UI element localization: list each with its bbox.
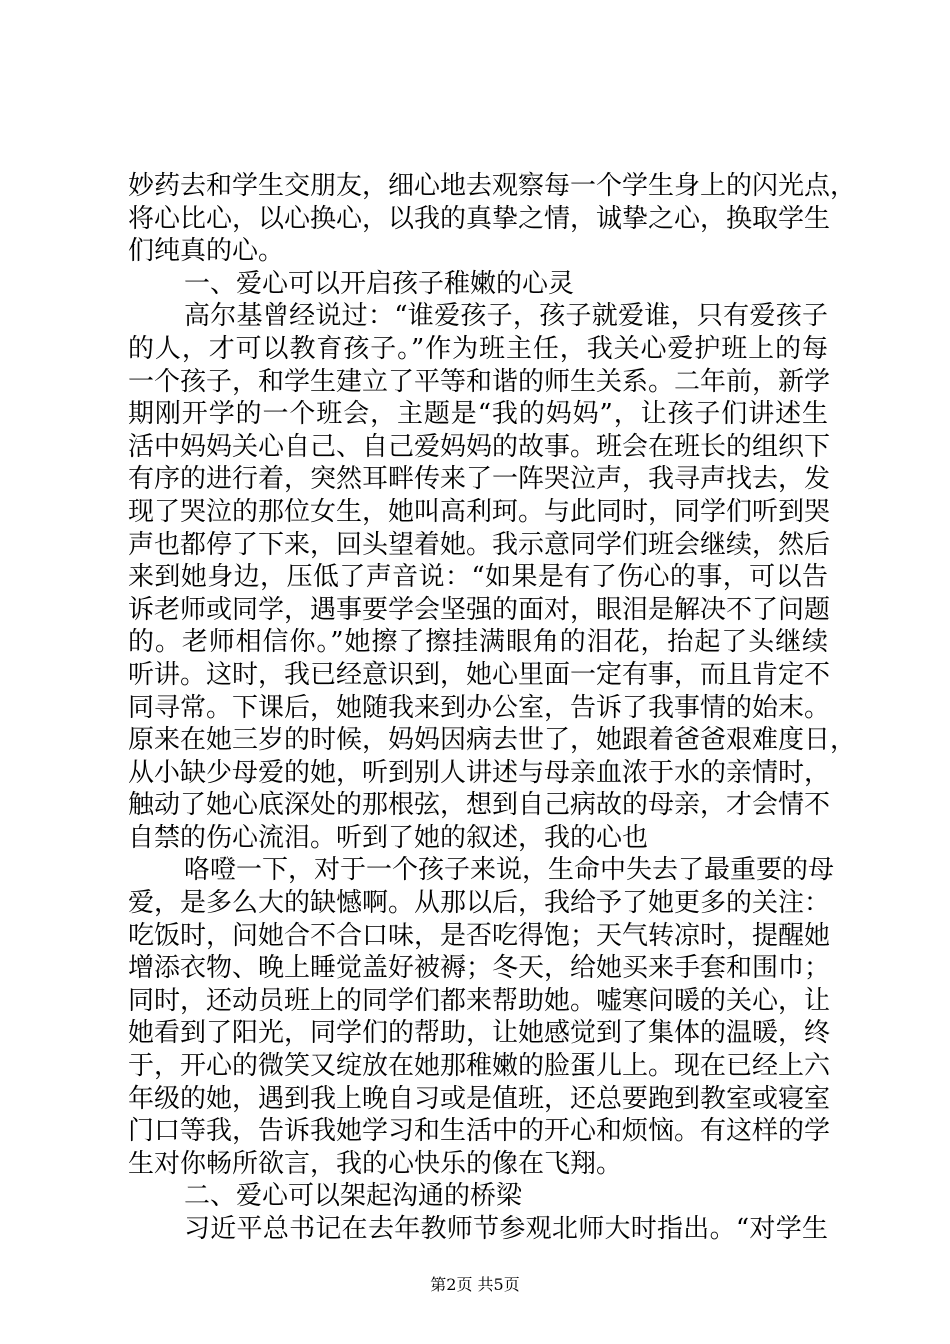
text-line: 吃饭时，问她合不合口味，是否吃得饱；天气转凉时，提醒她 bbox=[128, 920, 831, 951]
text-line: 高尔基曾经说过：“谁爱孩子，孩子就爱谁，只有爱孩子 bbox=[184, 301, 828, 332]
text-line: 有序的进行着，突然耳畔传来了一阵哭泣声，我寻声找去，发 bbox=[128, 464, 831, 495]
text-line: 爱，是多么大的缺憾啊。从那以后，我给予了她更多的关注： bbox=[128, 888, 831, 919]
text-line: 自禁的伤心流泪。听到了她的叙述，我的心也 bbox=[128, 822, 649, 853]
text-line: 触动了她心底深处的那根弦，想到自己病故的母亲，才会情不 bbox=[128, 790, 831, 821]
text-line: 的人，才可以教育孩子。”作为班主任，我关心爱护班上的每 bbox=[128, 333, 828, 364]
text-line: 听讲。这时，我已经意识到，她心里面一定有事，而且肯定不 bbox=[128, 659, 831, 690]
text-line: 现了哭泣的那位女生，她叫高利珂。与此同时，同学们听到哭 bbox=[128, 496, 831, 527]
body-text bbox=[128, 170, 857, 1246]
text-line: 同时，还动员班上的同学们都来帮助她。嘘寒问暖的关心，让 bbox=[128, 985, 831, 1016]
text-line: 将心比心，以心换心，以我的真挚之情，诚挚之心，换取学生 bbox=[128, 203, 831, 234]
text-line: 她看到了阳光，同学们的帮助，让她感觉到了集体的温暖，终 bbox=[128, 1018, 831, 1049]
text-line: 增添衣物、晚上睡觉盖好被褥；冬天，给她买来手套和围巾； bbox=[128, 953, 831, 984]
text-line: 生对你畅所欲言，我的心快乐的像在飞翔。 bbox=[128, 1148, 623, 1179]
text-line: 于，开心的微笑又绽放在她那稚嫩的脸蛋儿上。现在已经上六 bbox=[128, 1051, 831, 1082]
text-line: 活中妈妈关心自己、自己爱妈妈的故事。班会在班长的组织下 bbox=[128, 431, 831, 462]
text-line: 来到她身边，压低了声音说：“如果是有了伤心的事，可以告 bbox=[128, 562, 828, 593]
text-line: 年级的她，遇到我上晚自习或是值班，还总要跑到教室或寝室 bbox=[128, 1083, 831, 1114]
text-line: 一个孩子，和学生建立了平等和谐的师生关系。二年前，新学 bbox=[128, 366, 831, 397]
text-line: 同寻常。下课后，她随我来到办公室，告诉了我事情的始末。 bbox=[128, 692, 831, 723]
text-line: 门口等我，告诉我她学习和生活中的开心和烦恼。有这样的学 bbox=[128, 1116, 831, 1147]
text-line: 诉老师或同学，遇事要学会坚强的面对，眼泪是解决不了问题 bbox=[128, 594, 831, 625]
text-line: 声也都停了下来，回头望着她。我示意同学们班会继续，然后 bbox=[128, 529, 831, 560]
text-line: 们纯真的心。 bbox=[128, 236, 285, 267]
text-line: 习近平总书记在去年教师节参观北师大时指出。“对学生 bbox=[184, 1214, 828, 1244]
section-heading: 一、爱心可以开启孩子稚嫩的心灵 bbox=[184, 268, 575, 299]
text-line: 的。老师相信你。”她擦了擦挂满眼角的泪花，抬起了头继续 bbox=[128, 627, 828, 658]
text-line: 咯噔一下，对于一个孩子来说，生命中失去了最重要的母 bbox=[184, 855, 835, 886]
text-line: 从小缺少母爱的她，听到别人讲述与母亲血浓于水的亲情时， bbox=[128, 757, 831, 788]
text-line: 期刚开学的一个班会，主题是“我的妈妈”，让孩子们讲述生 bbox=[128, 399, 828, 430]
section-heading: 二、爱心可以架起沟通的桥梁 bbox=[184, 1181, 523, 1212]
page-footer: 第2页 共5页 bbox=[430, 1275, 520, 1294]
text-line: 原来在她三岁的时候，妈妈因病去世了，她跟着爸爸艰难度日， bbox=[128, 725, 857, 756]
text-line: 妙药去和学生交朋友，细心地去观察每一个学生身上的闪光点， bbox=[128, 171, 857, 201]
